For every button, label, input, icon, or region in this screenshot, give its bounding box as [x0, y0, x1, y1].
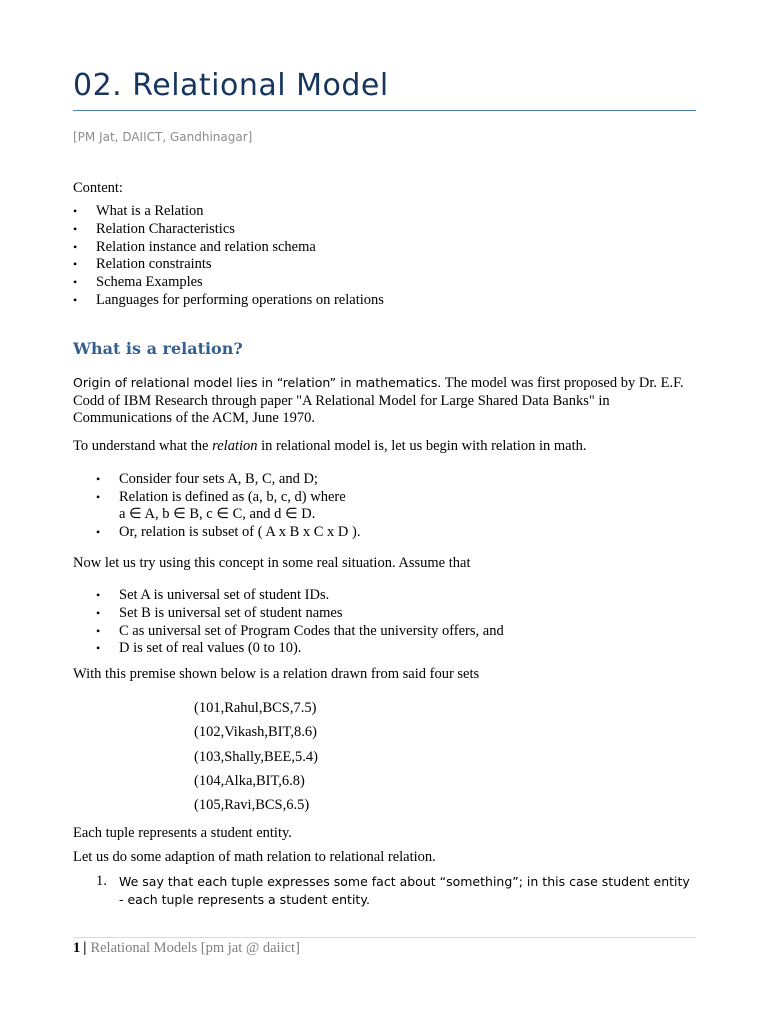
list-item: • Or, relation is subset of ( A x B x C x D ).	[96, 524, 361, 541]
list-number: 1.	[96, 873, 107, 889]
bullet-icon: •	[96, 588, 101, 602]
list-item: • C as universal set of Program Codes that the university offers, and	[96, 622, 504, 639]
author-byline: [PM Jat, DAIICT, Gandhinagar]	[73, 130, 253, 144]
page-footer	[73, 940, 300, 957]
set-list	[96, 587, 504, 658]
bullet-icon: •	[73, 257, 78, 272]
list-item: • Relation Characteristics	[73, 220, 235, 237]
footer-divider	[73, 937, 696, 938]
footer-text: Relational Models [pm jat @ daiict]	[90, 940, 300, 956]
list-item: • Set B is universal set of student names	[96, 604, 343, 621]
list-item: • Consider four sets A, B, C, and D;	[96, 471, 318, 487]
math-membership-line: a ∈ A, b ∈ B, c ∈ C, and d ∈ D.	[119, 506, 316, 522]
list-item: • D is set of real values (0 to 10).	[96, 640, 302, 657]
page-number: 1	[73, 940, 81, 956]
paragraph-assume: Now let us try using this concept in some real situation. Assume that	[73, 555, 471, 571]
list-item: • Relation constraints	[73, 256, 212, 273]
bullet-icon: •	[96, 605, 101, 620]
tuple-row: (105,Ravi,BCS,6.5)	[194, 797, 310, 814]
list-item: • Relation instance and relation schema	[73, 238, 316, 255]
list-item-text: We say that each tuple expresses some fact about “something”; in this case student entity - each tuple represents a student entity.	[119, 874, 690, 907]
bullet-icon: •	[73, 292, 78, 307]
bullet-icon: •	[96, 489, 101, 504]
bullet-icon: •	[73, 275, 78, 290]
tuple-row: (104,Alka,BIT,6.8)	[194, 772, 305, 789]
bullet-icon: •	[96, 623, 101, 638]
list-item: • Languages for performing operations on relations	[73, 291, 384, 308]
paragraph-adaption: Let us do some adaption of math relation to relational relation.	[73, 849, 436, 865]
content-list	[73, 203, 384, 310]
tuple-row: (102,Vikash,BIT,8.6)	[194, 724, 317, 741]
page-title: 02. Relational Model	[73, 68, 389, 103]
paragraph-premise: With this premise shown below is a relation drawn from said four sets	[73, 666, 480, 682]
tuple-list	[194, 697, 318, 818]
content-label: Content:	[73, 180, 123, 196]
list-item: • Set A is universal set of student IDs.	[96, 587, 330, 603]
list-item: • What is a Relation	[73, 203, 204, 219]
ordered-list-item	[96, 873, 696, 908]
paragraph-tuple-entity: Each tuple represents a student entity.	[73, 825, 292, 841]
list-item: • Relation is defined as (a, b, c, d) where	[96, 488, 346, 505]
tuple-row: (101,Rahul,BCS,7.5)	[194, 700, 317, 716]
section-heading: What is a relation?	[73, 339, 243, 358]
list-item: • Schema Examples	[73, 274, 203, 291]
paragraph-origin: Origin of relational model lies in “relation” in mathematics. The model was first proposed by Dr. E.F. Codd of IBM Research through paper "A Relational Model for Large Shared Data Banks" in Communications of the ACM, June 1970.	[73, 375, 684, 426]
tuple-row: (103,Shally,BEE,5.4)	[194, 748, 318, 765]
bullet-icon: •	[96, 472, 101, 486]
bullet-icon: •	[96, 525, 101, 540]
footer-separator: |	[83, 940, 87, 956]
bullet-icon: •	[96, 641, 101, 656]
bullet-icon: •	[73, 221, 78, 236]
bullet-icon: •	[73, 239, 78, 254]
title-underline	[73, 110, 696, 111]
bullet-icon: •	[73, 204, 78, 218]
paragraph-understand: To understand what the relation in relational model is, let us begin with relation in math.	[73, 438, 587, 454]
